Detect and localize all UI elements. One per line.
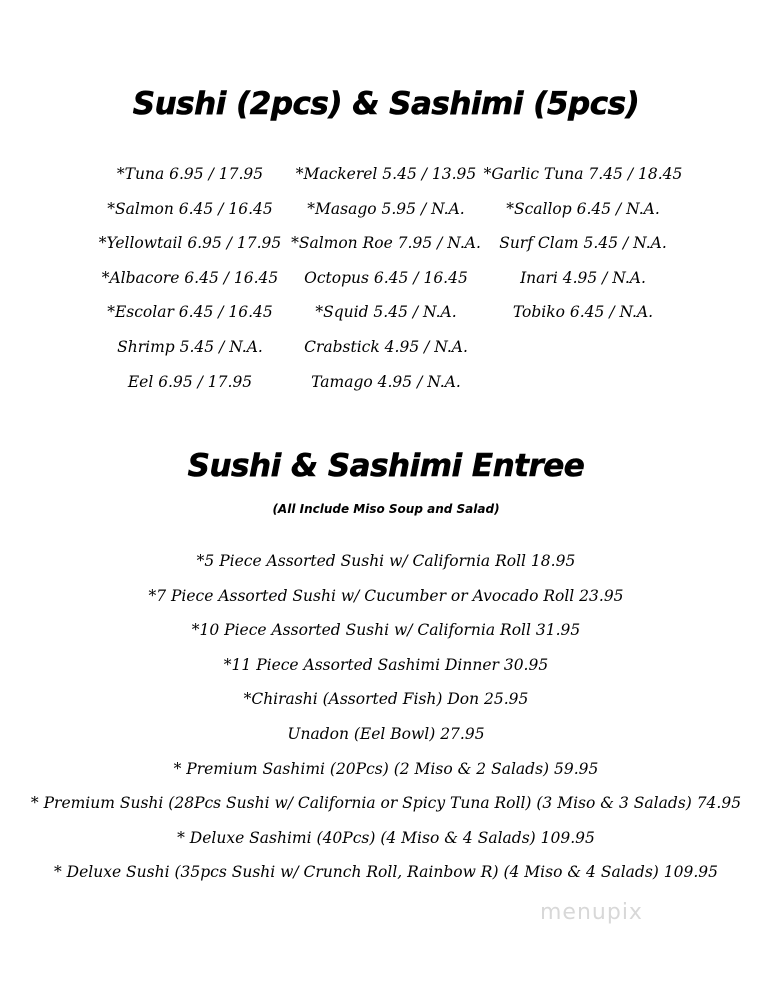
menu-item: *Salmon Roe 7.95 / N.A. bbox=[291, 234, 481, 253]
entree-list bbox=[0, 548, 772, 894]
entree-item: * Premium Sushi (28Pcs Sushi w/ California or Spicy Tuna Roll) (3 Miso & 3 Salads) 74.95 bbox=[30, 794, 742, 813]
entree-item: * Deluxe Sashimi (40Pcs) (4 Miso & 4 Salads) 109.95 bbox=[177, 828, 595, 847]
menu-item: *Squid 5.45 / N.A. bbox=[315, 303, 457, 322]
entree-item: *7 Piece Assorted Sushi w/ Cucumber or Avocado Roll 23.95 bbox=[148, 586, 624, 605]
menu-item: *Garlic Tuna 7.45 / 18.45 bbox=[483, 165, 683, 183]
menu-item: *Yellowtail 6.95 / 17.95 bbox=[98, 234, 282, 253]
menupix-watermark: menupix bbox=[540, 900, 643, 925]
entree-note: (All Include Miso Soup and Salad) bbox=[272, 502, 500, 516]
menu-item: *Masago 5.95 / N.A. bbox=[307, 199, 465, 218]
menu-item: *Escolar 6.45 / 16.45 bbox=[107, 303, 273, 322]
entree-item: *10 Piece Assorted Sushi w/ California Roll 31.95 bbox=[191, 621, 581, 640]
menu-item: Octopus 6.45 / 16.45 bbox=[304, 268, 468, 287]
menu-item: *Albacore 6.45 / 16.45 bbox=[101, 268, 279, 287]
entree-item: *Chirashi (Assorted Fish) Don 25.95 bbox=[243, 690, 529, 709]
menu-item: Surf Clam 5.45 / N.A. bbox=[499, 234, 667, 253]
entree-item: *11 Piece Assorted Sashimi Dinner 30.95 bbox=[223, 655, 549, 674]
menu-item: *Tuna 6.95 / 17.95 bbox=[116, 165, 264, 183]
entree-item: * Premium Sashimi (20Pcs) (2 Miso & 2 Salads) 59.95 bbox=[173, 759, 599, 778]
menu-item: Crabstick 4.95 / N.A. bbox=[304, 337, 468, 356]
menu-item: *Salmon 6.45 / 16.45 bbox=[107, 199, 273, 218]
menu-item: Shrimp 5.45 / N.A. bbox=[117, 337, 263, 356]
entree-item: *5 Piece Assorted Sushi w/ California Roll 18.95 bbox=[196, 552, 576, 570]
menu-item: *Mackerel 5.45 / 13.95 bbox=[295, 165, 477, 183]
menu-item: Eel 6.95 / 17.95 bbox=[127, 372, 253, 391]
section-title-sushi-sashimi-pieces: Sushi (2pcs) & Sashimi (5pcs) bbox=[132, 86, 640, 122]
menu-item: Inari 4.95 / N.A. bbox=[520, 268, 646, 287]
entree-item: * Deluxe Sushi (35pcs Sushi w/ Crunch Roll, Rainbow R) (4 Miso & 4 Salads) 109.95 bbox=[53, 863, 718, 882]
entree-item: Unadon (Eel Bowl) 27.95 bbox=[287, 724, 485, 743]
section-title-entree: Sushi & Sashimi Entree bbox=[187, 448, 585, 484]
menu-item: Tobiko 6.45 / N.A. bbox=[512, 303, 654, 322]
menu-column-3 bbox=[463, 162, 703, 335]
menu-item: Tamago 4.95 / N.A. bbox=[311, 372, 461, 391]
menu-item: *Scallop 6.45 / N.A. bbox=[506, 199, 660, 218]
